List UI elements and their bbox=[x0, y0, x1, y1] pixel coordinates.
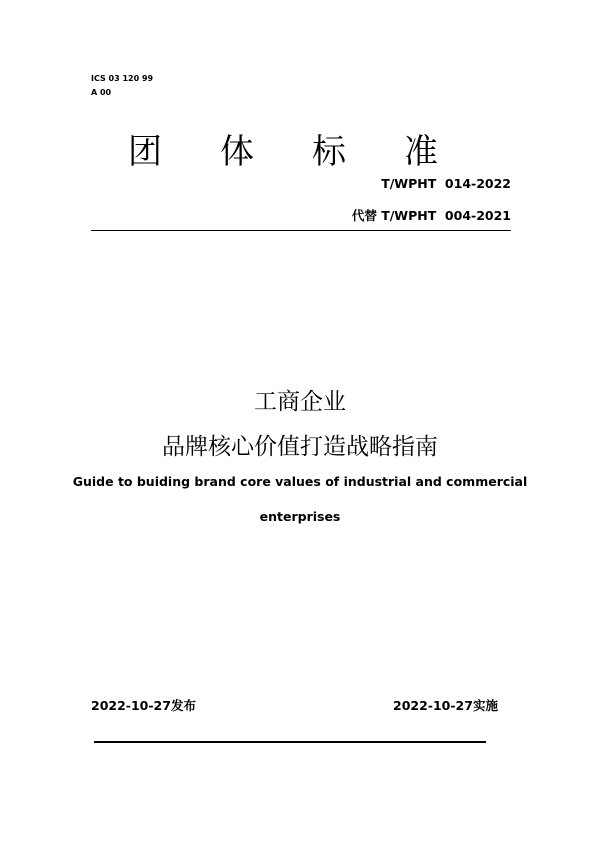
standard-type-heading bbox=[128, 124, 496, 173]
standard-type-char: 体 bbox=[220, 132, 254, 172]
english-title-line-1: Guide to buiding brand core values of industrial and commercial bbox=[72, 474, 528, 489]
standard-type-char: 团 bbox=[128, 132, 162, 172]
english-title-line-2: enterprises bbox=[259, 509, 341, 524]
classification-code: A 00 bbox=[91, 88, 112, 97]
publish-date: 2022-10-27发布 bbox=[91, 698, 196, 713]
implement-date: 2022-10-27实施 bbox=[393, 698, 498, 713]
ics-code: ICS 03 120 99 bbox=[91, 74, 154, 83]
replaces-standard: 代替 T/WPHT 004-2021 bbox=[351, 208, 511, 223]
standard-type-char: 标 bbox=[312, 132, 346, 172]
header-divider bbox=[91, 230, 511, 231]
title-line-2: 品牌核心价值打造战略指南 bbox=[162, 434, 438, 460]
footer-divider bbox=[94, 741, 486, 743]
standard-number: T/WPHT 014-2022 bbox=[381, 176, 511, 191]
title-line-1: 工商企业 bbox=[254, 389, 346, 415]
standard-type-char: 准 bbox=[404, 132, 438, 172]
